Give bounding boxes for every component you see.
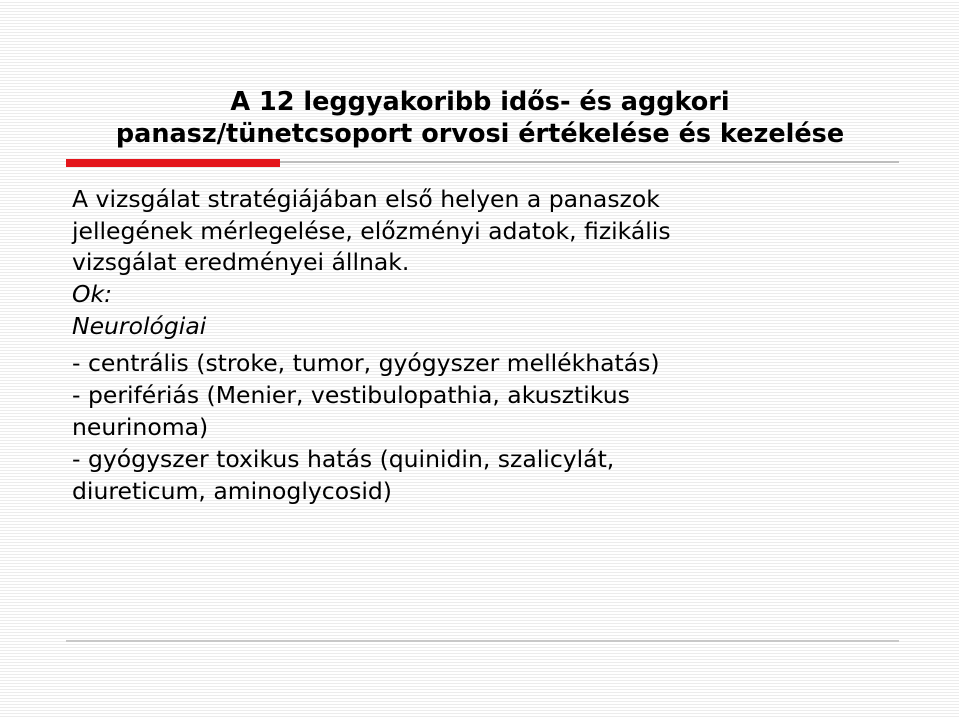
cause-item-drug-toxic: [72, 444, 932, 507]
slide-title-line-2: panasz/tünetcsoport orvosi értékelése és kezelése: [115, 119, 845, 149]
category-label: Neurológiai: [72, 312, 207, 340]
cause-item-line: diureticum, aminoglycosid): [72, 476, 392, 505]
intro-line-3: vizsgálat eredményei állnak.: [72, 248, 410, 276]
slide-title: [60, 86, 900, 150]
causes-label: Ok:: [72, 279, 113, 308]
intro-paragraph: [72, 184, 932, 279]
cause-item-central: [72, 348, 932, 380]
intro-line-2: jellegének mérlegelése, előzményi adatok, fizikális: [72, 216, 671, 245]
cause-item-peripheral: [72, 380, 932, 443]
title-divider-line: [280, 161, 899, 163]
footer-divider-line: [66, 640, 899, 642]
slide-body: [72, 184, 932, 507]
slide-title-line-1: A 12 leggyakoribb idős- és aggkori: [230, 87, 730, 117]
cause-item-line: neurinoma): [72, 412, 209, 441]
cause-item-line: - gyógyszer toxikus hatás (quinidin, szalicylát,: [72, 445, 615, 473]
title-accent-bar: [66, 159, 280, 167]
intro-line-1: A vizsgálat stratégiájában első helyen a panaszok: [72, 185, 660, 213]
cause-item-line: - centrális (stroke, tumor, gyógyszer mellékhatás): [72, 348, 660, 377]
cause-item-line: - perifériás (Menier, vestibulopathia, akusztikus: [72, 381, 630, 409]
